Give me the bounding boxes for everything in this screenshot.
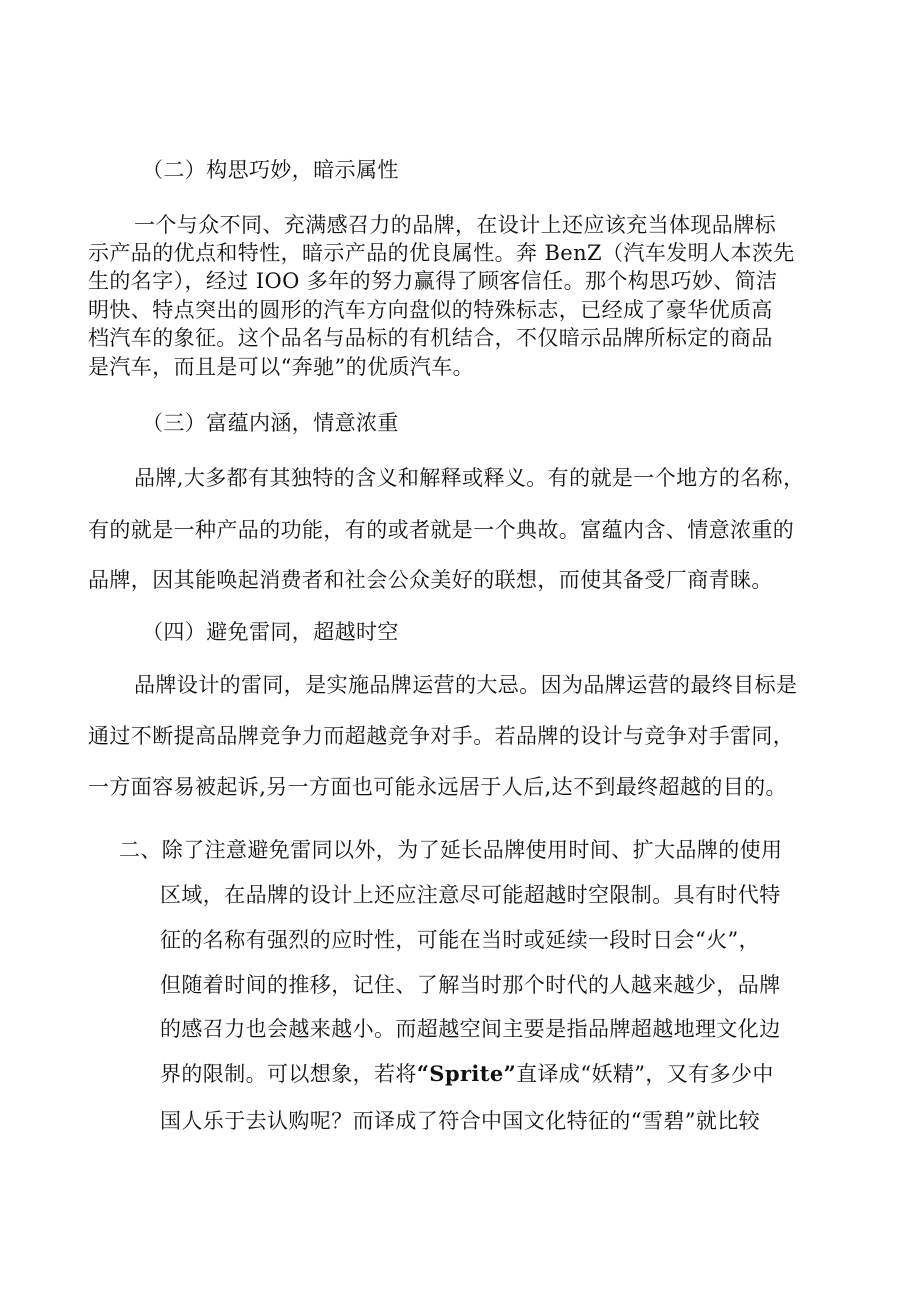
paragraph-line: 明快、特点突出的圆形的汽车方向盘似的特殊标志，已经成了豪华优质高 bbox=[88, 298, 773, 322]
paragraph-line: 品牌设计的雷同，是实施品牌运营的大忌。因为品牌运营的最终目标是 bbox=[134, 673, 798, 697]
list-item-line: 但随着时间的推移，记住、了解当时那个时代的人越来越少，品牌 bbox=[160, 973, 781, 997]
list-item-line: 的感召力也会越来越小。而超越空间主要是指品牌超越地理文化边 bbox=[160, 1017, 781, 1041]
sprite-term: “Sprite” bbox=[416, 1061, 517, 1086]
section-heading-4: （四）避免雷同，超越时空 bbox=[142, 620, 399, 644]
section-heading-3: （三）富蕴内涵，情意浓重 bbox=[142, 411, 399, 435]
paragraph-line: 档汽车的象征。这个品名与品标的有机结合，不仅暗示品牌所标定的商品 bbox=[88, 326, 773, 350]
paragraph-line: 示产品的优点和特性，暗示产品的优良属性。奔 BenZ（汽车发明人本茨先 bbox=[88, 241, 795, 265]
list-item-line: 区域，在品牌的设计上还应注意尽可能超越时空限制。具有时代特 bbox=[160, 883, 781, 907]
list-item-line: 二、除了注意避免雷同以外，为了延长品牌使用时间、扩大品牌的使用 bbox=[119, 838, 783, 862]
list-item-text: 直译成“妖精”，又有多少中 bbox=[516, 1062, 774, 1086]
list-item-line: 征的名称有强烈的应时性，可能在当时或延续一段时日会“火”， bbox=[160, 928, 761, 952]
paragraph-line: 品牌，因其能唤起消费者和社会公众美好的联想，而使其备受厂商青睐。 bbox=[88, 568, 773, 592]
paragraph-line: 是汽车，而且是可以“奔驰”的优质汽车。 bbox=[88, 355, 475, 379]
paragraph-line: 品牌,大多都有其独特的含义和解释或释义。有的就是一个地方的名称， bbox=[134, 466, 805, 490]
list-item-line: 国人乐于去认购呢？而译成了符合中国文化特征的“雪碧”就比较 bbox=[160, 1109, 761, 1133]
paragraph-line: 一方面容易被起诉,另一方面也可能永远居于人后,达不到最终超越的目的。 bbox=[88, 775, 787, 799]
paragraph-line: 一个与众不同、充满感召力的品牌，在设计上还应该充当体现品牌标 bbox=[134, 213, 776, 237]
section-heading-2: （二）构思巧妙，暗示属性 bbox=[142, 158, 399, 182]
paragraph-line: 有的就是一种产品的功能，有的或者就是一个典故。富蕴内含、情意浓重的 bbox=[88, 518, 795, 542]
paragraph-line: 生的名字），经过 IOO 多年的努力赢得了顾客信任。那个构思巧妙、简洁 bbox=[88, 269, 778, 293]
list-item-text: 界的限制。可以想象，若将 bbox=[160, 1062, 417, 1086]
list-item-line bbox=[160, 1061, 774, 1087]
paragraph-line: 通过不断提高品牌竞争力而超越竞争对手。若品牌的设计与竞争对手雷同， bbox=[88, 724, 795, 748]
